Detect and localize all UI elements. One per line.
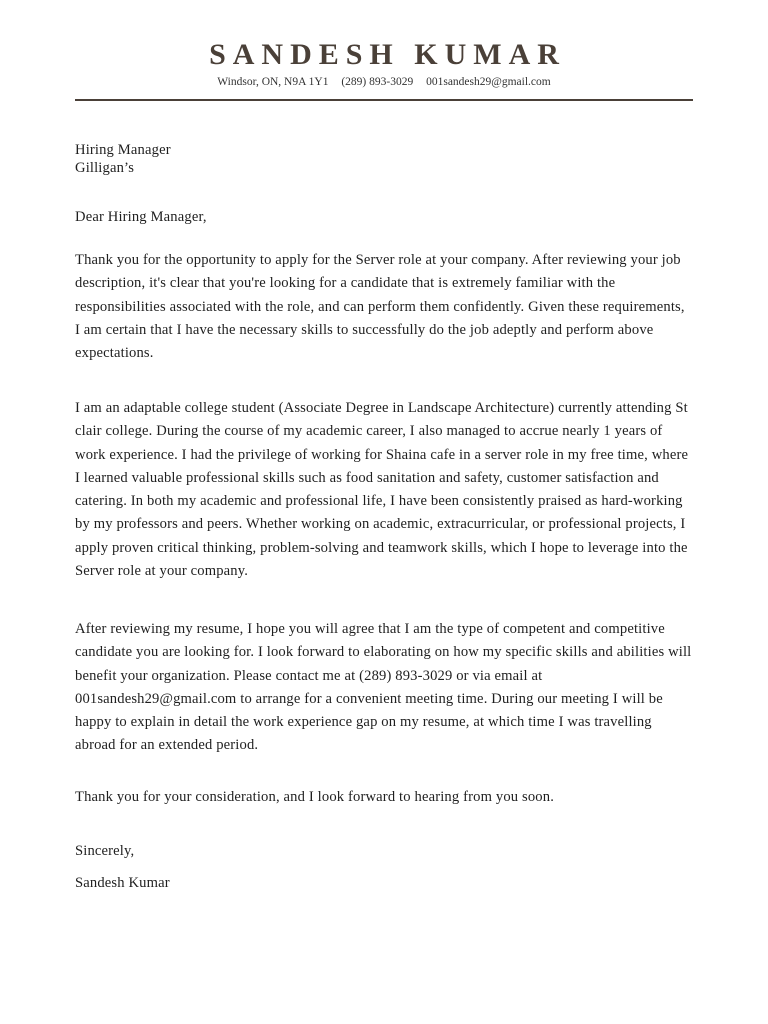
header-divider (75, 99, 693, 101)
address: Windsor, ON, N9A 1Y1 (217, 76, 329, 88)
paragraph-contact: After reviewing my resume, I hope you will agree that I am the type of competent and competitive candidate you are looking for. I look forward to elaborating on how my specific skills and abilities will benefit your organization. Please contact me at (289) 893-3029 or via email at 001sandesh29@gmail.com to arrange for a convenient meeting time. During our meeting I will be happy to explain in detail the work experience gap on my resume, at which time I was travelling abroad for an extended period. (75, 621, 692, 754)
recipient-block (75, 141, 693, 177)
salutation: Dear Hiring Manager, (75, 209, 207, 225)
contact-line (75, 74, 693, 90)
recipient-title: Hiring Manager (75, 142, 171, 158)
letter-header (75, 36, 693, 90)
applicant-name: SANDESH KUMAR (209, 38, 566, 71)
paragraph-experience: I am an adaptable college student (Associate Degree in Landscape Architecture) currently attending St clair college. During the course of my academic career, I also managed to accrue nearly 1 years of work experience. I had the privilege of working for Shaina cafe in a server role in my free time, where I learned valuable professional skills such as food sanitation and safety, customer satisfaction and catering. In both my academic and professional life, I have been consistently praised as hard-working by my professors and peers. Whether working on academic, extracurricular, or professional projects, I apply proven critical thinking, problem-solving and teamwork skills, which I hope to leverage into the Server role at your company. (75, 400, 689, 580)
paragraph-thanks: Thank you for your consideration, and I look forward to hearing from you soon. (75, 789, 554, 805)
paragraph-intro: Thank you for the opportunity to apply for the Server role at your company. After reviewing your job description, it's clear that you're looking for a candidate that is extremely familiar with the responsibilities associated with the role, and can perform them confidently. Given these requirements, I am certain that I have the necessary skills to successfully do the job adeptly and perform above expectations. (75, 252, 685, 362)
phone: (289) 893-3029 (341, 76, 414, 88)
recipient-company: Gilligan’s (75, 160, 135, 176)
closing: Sincerely, (75, 843, 135, 859)
email: 001sandesh29@gmail.com (426, 76, 551, 88)
signature: Sandesh Kumar (75, 875, 170, 891)
